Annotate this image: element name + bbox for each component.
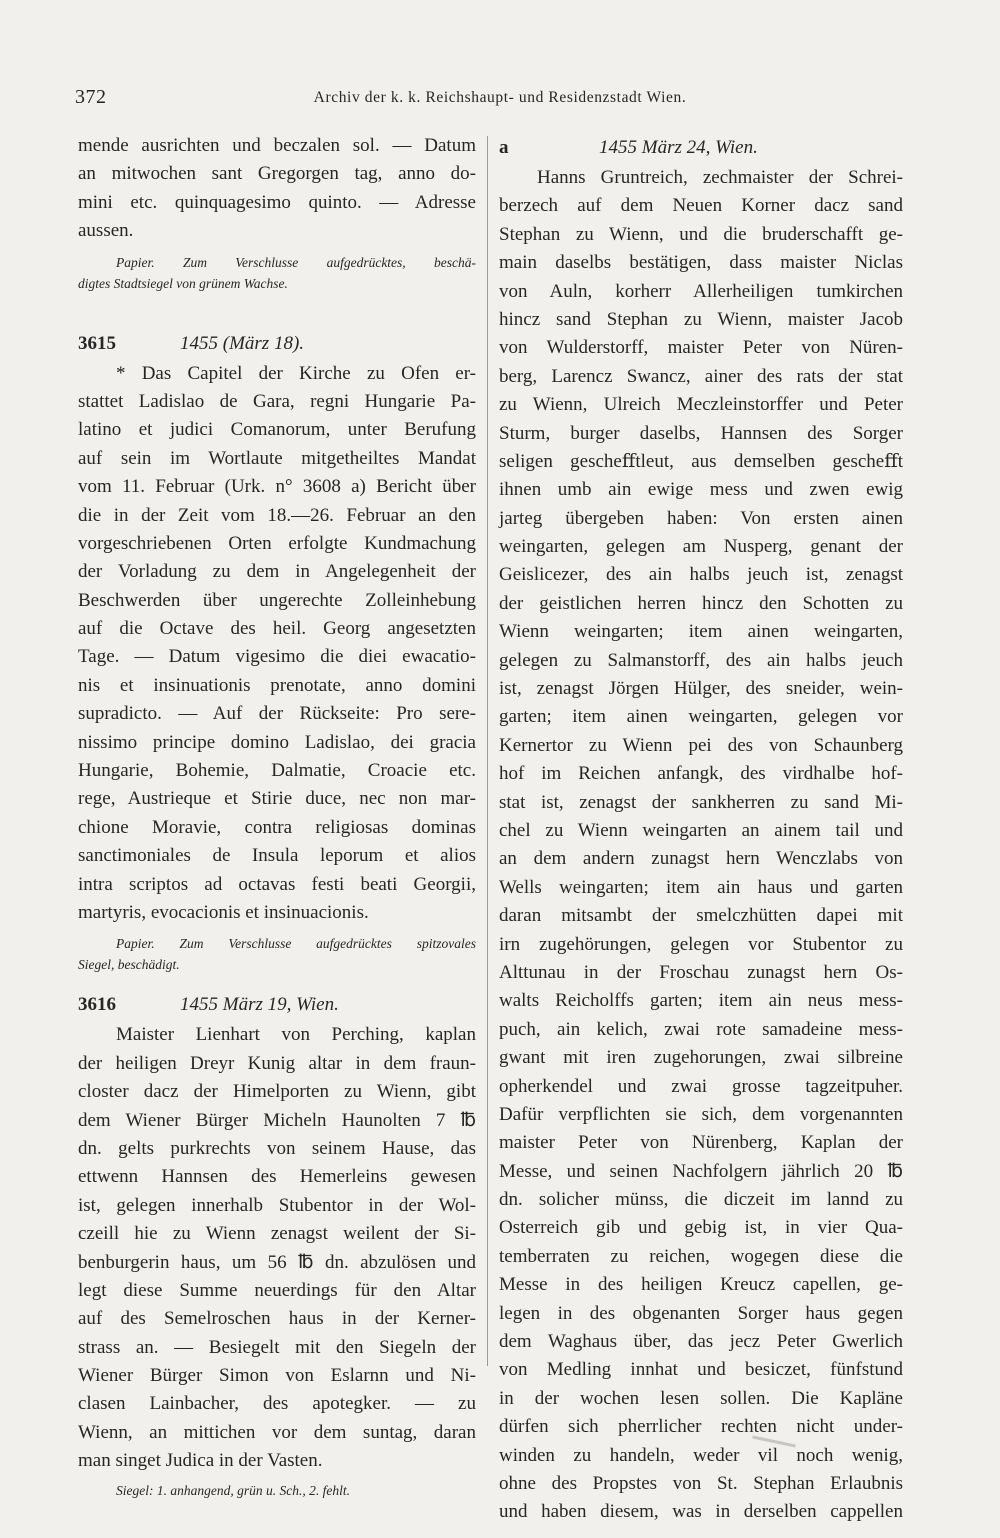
note-line: digtes Stadtsiegel von grünem Wachse.	[78, 275, 288, 291]
entry-date: 1455 März 24, Wien.	[599, 137, 758, 158]
text-line: hincz sand Stephan zu Wienn, maister Jacob	[499, 308, 903, 330]
text-line: berzech auf dem Neuen Korner dacz sand	[499, 195, 903, 217]
text-line: stattet Ladislao de Gara, regni Hungarie Pa-	[78, 390, 476, 412]
text-line: dem Wiener Bürger Micheln Haunolten 7 ℔	[78, 1109, 476, 1131]
text-line: walts Reicholffs garten; item ain neus mess-	[499, 990, 903, 1012]
text-line: puch, ain kelich, zwai rote samadeine mess-	[499, 1018, 903, 1040]
entry-date: 1455 (März 18).	[180, 332, 305, 354]
text-line: die in der Zeit vom 18.—26. Februar an den	[78, 504, 476, 526]
text-line: an mitwochen sant Gregorgen tag, anno do-	[78, 163, 476, 185]
text-line: chel zu Wienn weingarten an ainem tail und	[499, 819, 903, 841]
text-line: Dafür verpflichten sie sich, dem vorgenannten	[499, 1103, 903, 1125]
text-line: vom 11. Februar (Urk. n° 3608 a) Bericht über	[78, 476, 476, 498]
text-line: irn zugehörungen, gelegen vor Stubentor zu	[499, 933, 903, 955]
text-line: Kernertor zu Wienn pei des von Schaunberg	[499, 734, 903, 756]
text-line: ist, zenagst Jörgen Hülger, des sneider, wein-	[499, 678, 903, 700]
text-line: aussen.	[78, 220, 134, 242]
text-line: Maister Lienhart von Perching, kaplan	[116, 1024, 476, 1046]
text-line: der Vorladung zu dem in Angelegenheit der	[78, 561, 476, 583]
text-line: closter dacz der Himelporten zu Wienn, gibt	[78, 1081, 476, 1103]
text-line: hof im Reichen anfangk, des virdhalbe hof-	[499, 763, 903, 785]
note-line: Papier. Zum Verschlusse aufgedrücktes spitzovales	[116, 936, 476, 952]
column-divider	[487, 136, 488, 1366]
text-line: ihnen umb ain ewige mess und zwen ewig	[499, 479, 903, 501]
text-line: martyris, evocacionis et insinuacionis.	[78, 901, 369, 923]
text-line: Osterreich gib und gebig ist, in vier Qua-	[499, 1217, 903, 1239]
running-header	[75, 86, 925, 116]
entry-heading-a	[499, 132, 903, 164]
text-line: der geistlichen herren hincz den Schotten zu	[499, 592, 903, 614]
text-line: man singet Judica in der Vasten.	[78, 1450, 323, 1472]
note-line: Papier. Zum Verschlusse aufgedrücktes, beschä-	[116, 254, 476, 270]
text-line: der heiligen Dreyr Kunig altar in dem fraun-	[78, 1052, 476, 1074]
text-line: weingarten, gelegen am Nusperg, genant der	[499, 536, 903, 558]
text-line: clasen Lainbacher, des apotegker. — zu	[78, 1393, 476, 1415]
text-line: maister Peter von Nürenberg, Kaplan der	[499, 1132, 903, 1154]
text-line: latino et judici Comanorum, unter Berufung	[78, 419, 476, 441]
page-number: 372	[75, 86, 107, 108]
text-line: auf die Octave des heil. Georg angesetzten	[78, 618, 476, 640]
text-line: chione Moravie, contra religiosas dominas	[78, 816, 476, 838]
text-line: sanctimoniales de Insula leporum et alios	[78, 845, 476, 867]
text-line: nissimo principe domino Ladislao, dei gracia	[78, 731, 476, 753]
text-line: main daselbs bestätigen, dass maister Niclas	[499, 252, 903, 274]
entry-letter: a	[499, 137, 509, 158]
text-line: Wells weingarten; item ain haus und garten	[499, 876, 903, 898]
note-line: Siegel, beschädigt.	[78, 957, 180, 973]
text-line: Messe in des heiligen Kreucz capellen, ge-	[499, 1274, 903, 1296]
text-line: vorgeschriebenen Orten erfolgte Kundmachung	[78, 532, 476, 554]
text-line: benburgerin haus, um 56 ℔ dn. abzulösen und	[78, 1251, 476, 1273]
text-line: temberraten zu reichen, wogegen diese die	[499, 1245, 903, 1267]
text-line: von Medling innhat und besiczet, fünfstund	[499, 1359, 903, 1381]
text-line: dn. gelts purkrechts von seinem Hause, das	[78, 1137, 476, 1159]
text-line: opherkendel und zwai grosse tagzeitpuher.	[499, 1075, 903, 1097]
left-column	[78, 132, 476, 1501]
text-line: Tage. — Datum vigesimo die diei ewacatio-	[78, 646, 476, 668]
text-line: legt diese Summe neuerdings für den Altar	[78, 1279, 476, 1301]
entry-date: 1455 März 19, Wien.	[180, 994, 339, 1016]
entry-number: 3615	[78, 332, 116, 354]
text-line: Beschwerden über ungerechte Zolleinhebung	[78, 589, 476, 611]
entry-heading-3616	[78, 989, 476, 1021]
text-line: Wienn weingarten; item ainen weingarten,	[499, 621, 903, 643]
text-line: in der wochen lesen sollen. Die Kapläne	[499, 1387, 903, 1409]
text-line: legen in des obgenanten Sorger haus gegen	[499, 1302, 903, 1324]
text-line: Wienn, an mittichen vor dem suntag, daran	[78, 1421, 476, 1443]
text-line: gwant mit iren zugehorungen, zwai silbreine	[499, 1047, 903, 1069]
text-line: an dem andern zunagst hern Wenczlabs von	[499, 848, 903, 870]
entry-number: 3616	[78, 994, 116, 1016]
text-line: nis et insinuationis prenotate, anno domini	[78, 674, 476, 696]
text-line: Wiener Bürger Simon von Eslarnn und Ni-	[78, 1365, 476, 1387]
text-line: Messe, und seinen Nachfolgern jährlich 20 ℔	[499, 1160, 903, 1182]
text-line: supradicto. — Auf der Rückseite: Pro sere-	[78, 703, 476, 725]
text-line: strass an. — Besiegelt mit den Siegeln der	[78, 1336, 476, 1358]
text-line: berg, Larencz Swancz, ainer des rats der stat	[499, 365, 903, 387]
text-line: Alttunau in der Froschau zunagst hern Os-	[499, 961, 903, 983]
text-line: auf des Semelroschen haus in der Kerner-	[78, 1308, 476, 1330]
text-line: zu Wienn, Ulreich Meczleinstorffer und Peter	[499, 394, 903, 416]
text-line: dürfen sich pherrlicher rechten nicht under-	[499, 1416, 903, 1438]
text-line: jarteg übergeben haben: Von ersten ainen	[499, 507, 903, 529]
text-line: von Auln, korherr Allerheiligen tumkirchen	[499, 280, 903, 302]
text-line: ettwenn Hannsen des Hemerleins gewesen	[78, 1166, 476, 1188]
text-line: gelegen zu Salmanstorff, des ain halbs jeuch	[499, 649, 903, 671]
text-line: Hungarie, Bohemie, Dalmatie, Croacie etc.	[78, 760, 476, 782]
text-line: Stephan zu Wienn, und die bruderschafft ge-	[499, 223, 903, 245]
text-line: dn. solicher münss, die diczeit im lannd zu	[499, 1189, 903, 1211]
text-line: czeill hie zu Wienn zenagst weilent der Si-	[78, 1223, 476, 1245]
text-line: und haben diesem, was in derselben cappellen	[499, 1501, 903, 1523]
text-line: seligen gescheﬀtleut, aus demselben gescheﬀt	[499, 450, 903, 472]
text-line: Hanns Gruntreich, zechmaister der Schrei-	[537, 167, 903, 188]
text-line: rege, Austrieque et Stirie duce, nec non mar-	[78, 788, 476, 810]
text-line: Geislicezer, des ain halbs jeuch ist, zenagst	[499, 564, 903, 586]
text-line: von Wulderstorff, maister Peter von Nüren-	[499, 337, 903, 359]
text-line: mende ausrichten und beczalen sol. — Datum	[78, 135, 476, 156]
text-line: intra scriptos ad octavas festi beati Georgii,	[78, 873, 476, 895]
text-line: daran mitsambt der smelczhütten dapei mit	[499, 905, 903, 927]
text-line: * Das Capitel der Kirche zu Ofen er-	[116, 362, 476, 384]
entry-heading-3615	[78, 328, 476, 360]
text-line: ist, gelegen innerhalb Stubentor in der Wol-	[78, 1194, 476, 1216]
entry-a-body	[499, 164, 903, 1527]
text-line: auf sein im Wortlaute mitgetheiltes Mandat	[78, 447, 476, 469]
text-line: ohne des Propstes von St. Stephan Erlaubnis	[499, 1472, 903, 1494]
text-line: dem Waghaus über, das jecz Peter Gwerlich	[499, 1331, 903, 1353]
right-column	[499, 132, 903, 1527]
text-line: stat ist, zenagst der sankherren zu sand Mi-	[499, 791, 903, 813]
text-line: garten; item ainen weingarten, gelegen vor	[499, 706, 903, 728]
text-line: winden zu handeln, weder vil noch wenig,	[499, 1444, 903, 1466]
note-line: Siegel: 1. anhangend, grün u. Sch., 2. fehlt.	[116, 1482, 350, 1498]
text-line: Sturm, burger daselbs, Hannsen des Sorger	[499, 422, 903, 444]
text-line: mini etc. quinquagesimo quinto. — Adresse	[78, 191, 476, 213]
running-title: Archiv der k. k. Reichshaupt- und Residenzstadt Wien.	[313, 89, 687, 106]
